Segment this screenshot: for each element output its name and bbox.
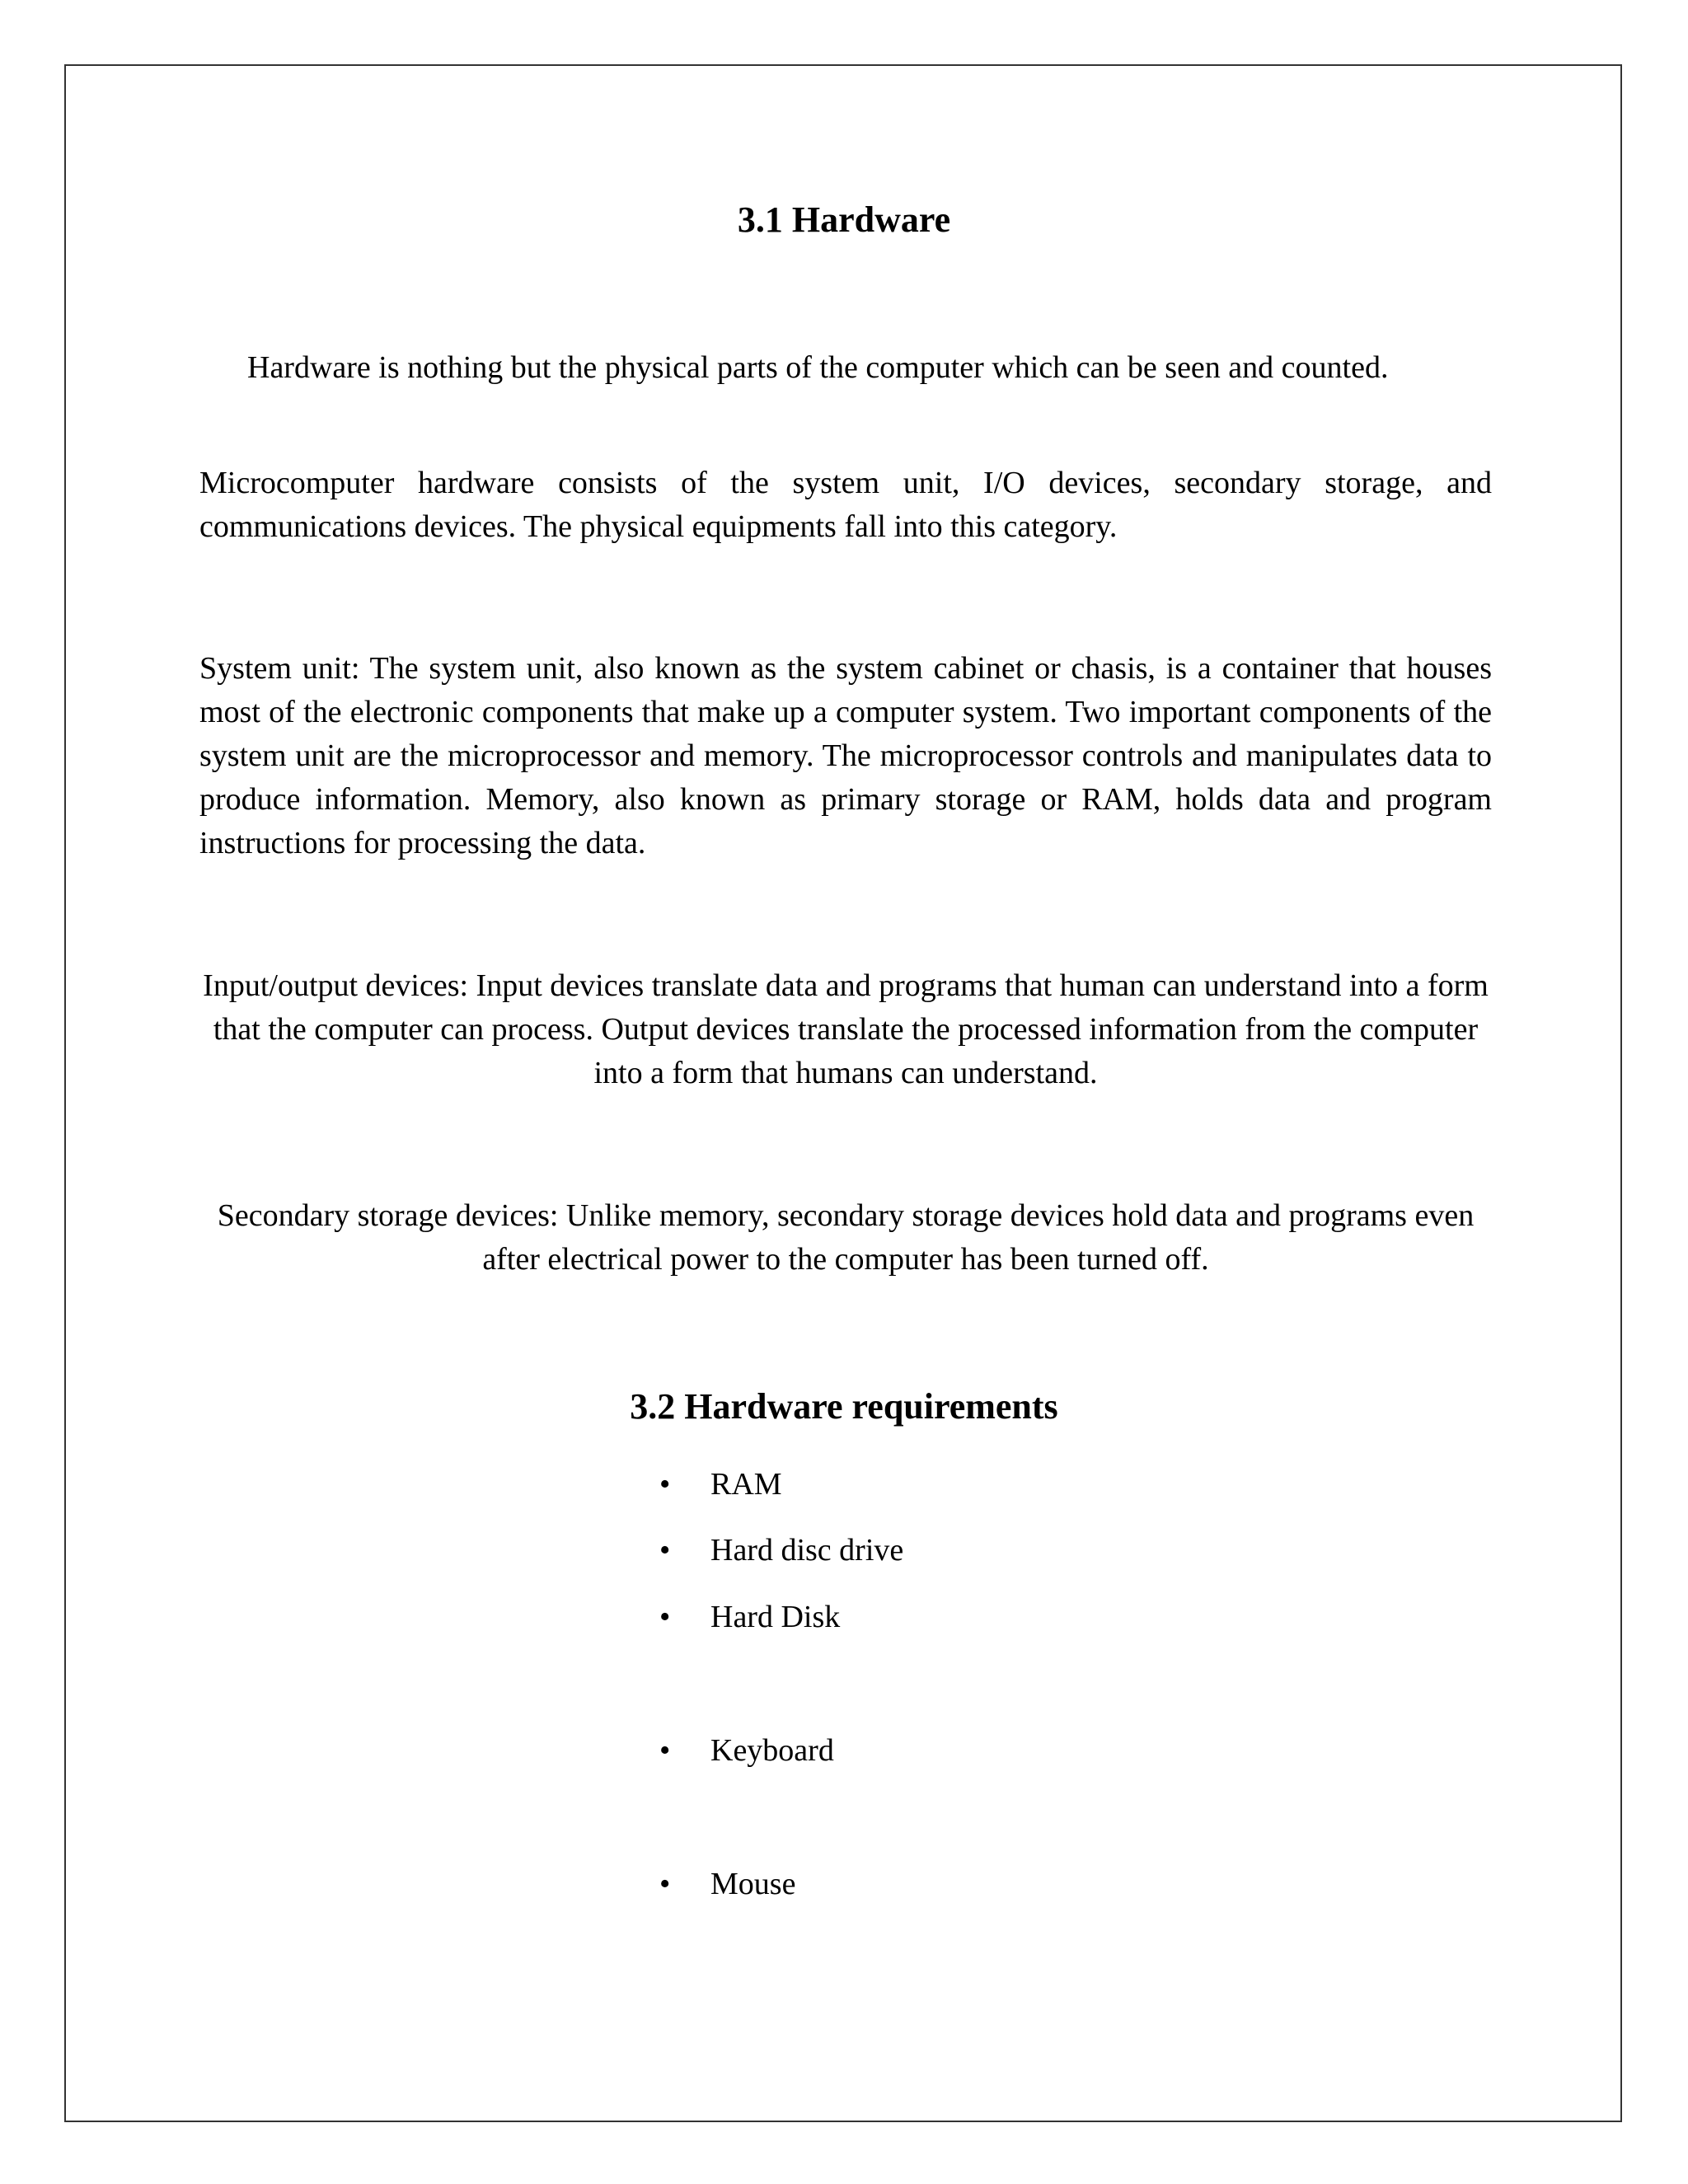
list-item-label: Mouse xyxy=(710,1867,796,1901)
list-item-label: Hard Disk xyxy=(710,1600,841,1634)
bullet-icon: • xyxy=(659,1867,671,1901)
paragraph-microcomputer-hardware: Microcomputer hardware consists of the system unit, I/O devices, secondary storage, and communications devices. The physical equipments fall into this category. xyxy=(199,466,1492,544)
paragraph-system-unit: System unit: The system unit, also known as the system cabinet or chasis, is a container that houses most of the electronic components that make up a computer system. Two important components of the system unit are the microprocessor and memory. The microprocessor controls and manipulates data to produce information. Memory, also known as primary storage or RAM, holds data and program instructions for processing the data. xyxy=(199,651,1492,860)
bullet-icon: • xyxy=(659,1600,671,1634)
list-item-label: Keyboard xyxy=(710,1733,834,1768)
list-item xyxy=(659,1464,782,1505)
list-item xyxy=(659,1530,903,1571)
bullet-icon: • xyxy=(659,1733,671,1768)
bullet-icon: • xyxy=(659,1533,671,1568)
list-item xyxy=(659,1863,795,1905)
list-item xyxy=(659,1596,840,1638)
list-item xyxy=(659,1730,834,1771)
section-heading-hardware: 3.1 Hardware xyxy=(737,199,951,240)
list-item-label: Hard disc drive xyxy=(710,1533,904,1568)
list-item-label: RAM xyxy=(710,1467,782,1502)
paragraph-input-output-devices: Input/output devices: Input devices translate data and programs that human can understand into a form that the computer can process. Output devices translate the processed information from the computer into a form that humans can understand. xyxy=(203,968,1489,1090)
bullet-icon: • xyxy=(659,1467,671,1502)
paragraph-hardware-definition: Hardware is nothing but the physical parts of the computer which can be seen and counted. xyxy=(247,350,1389,385)
paragraph-secondary-storage: Secondary storage devices: Unlike memory, secondary storage devices hold data and programs even after electrical power to the computer has been turned off. xyxy=(217,1198,1475,1277)
section-heading-hardware-requirements: 3.2 Hardware requirements xyxy=(630,1386,1058,1427)
